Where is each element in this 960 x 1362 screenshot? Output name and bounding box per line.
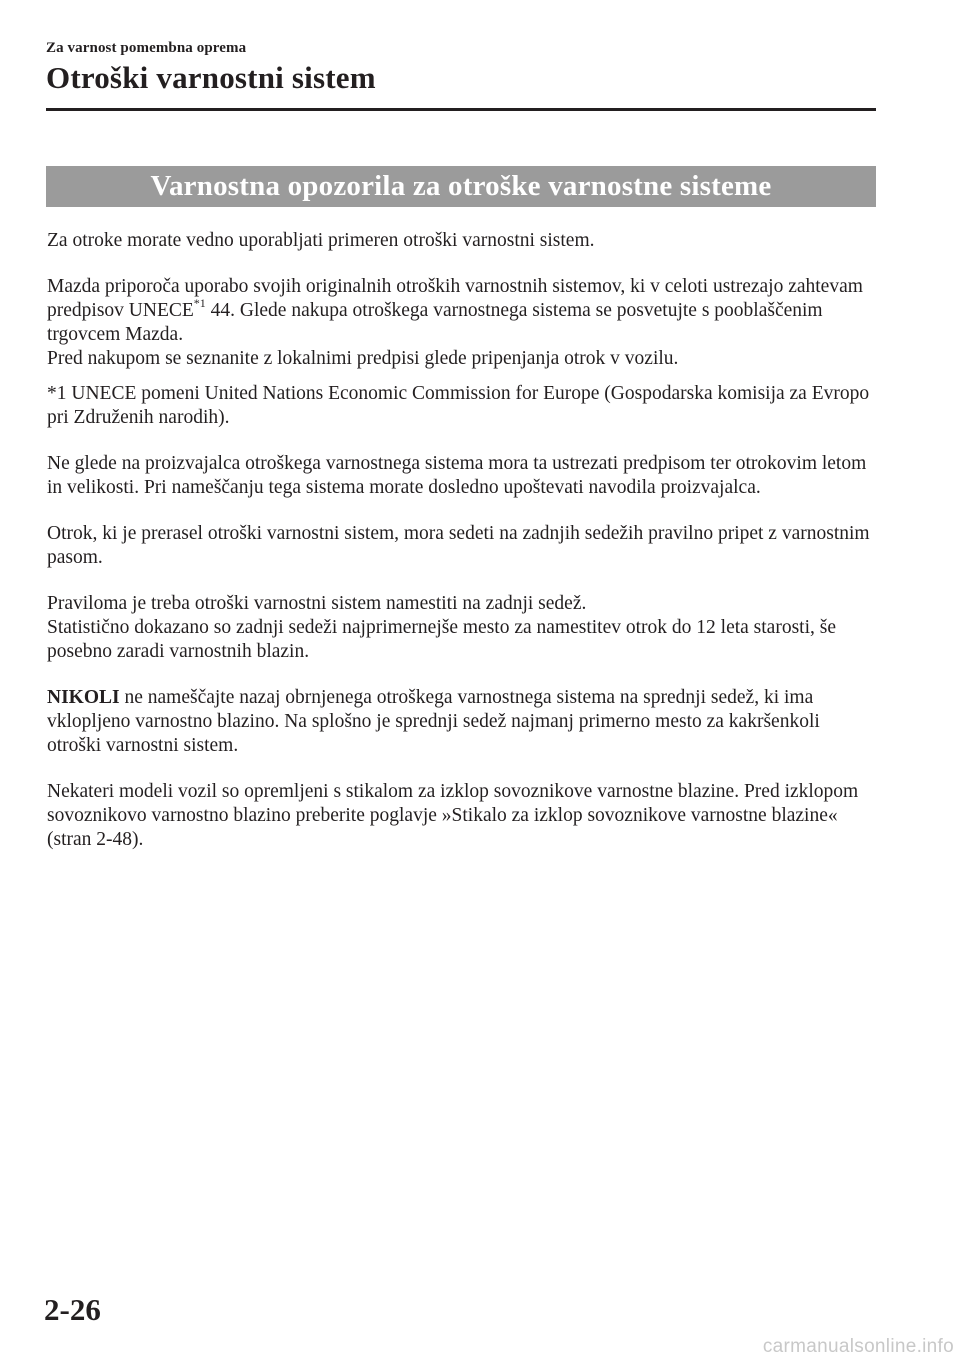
warning-keyword: NIKOLI [47, 687, 120, 708]
paragraph-3: Ne glede na proizvajalca otroškega varnostnega sistema mora ta ustrezati predpisom ter otrokovim letom in velikosti. Pri nameščanju tega sistema morate dosledno upoštevati navodila proizvajalca. [47, 453, 867, 498]
paragraph-5-stat: Statistično dokazano so zadnji sedeži najprimernejše mesto za namestitev otrok do 12 leta starosti, še posebno zaradi varnostnih blazin. [47, 617, 836, 662]
section-title: Varnostna opozorila za otroške varnostne sisteme [150, 170, 772, 202]
paragraph-1: Za otroke morate vedno uporabljati primeren otroški varnostni sistem. [47, 230, 595, 251]
header-divider [46, 108, 876, 111]
section-kicker: Za varnost pomembna oprema [46, 40, 247, 56]
footnote: *1 UNECE pomeni United Nations Economic Commission for Europe (Gospodarska komisija za Evropo pri Združenih narodih). [47, 383, 870, 428]
footnote-ref: *1 [193, 295, 206, 310]
page-number: 2-26 [44, 1292, 101, 1327]
body-text [47, 229, 877, 852]
watermark: carmanualsonline.info [762, 1336, 954, 1357]
page-title: Otroški varnostni sistem [46, 60, 376, 95]
paragraph-2-start: Mazda priporoča uporabo svojih originalnih otroških varnostnih sistemov, ki v celoti ustrezajo zahtevam predpisov UNECE [47, 276, 863, 321]
paragraph-7: Nekateri modeli vozil so opremljeni s stikalom za izklop sovoznikove varnostne blazine. Pred izklopom sovoznikovo varnostno blazino preberite poglavje »Stikalo za izklop sovoznikove varnostne blazine« (stran 2-48). [47, 781, 859, 850]
paragraph-2 [47, 275, 877, 347]
paragraph-5: Praviloma je treba otroški varnostni sistem namestiti na zadnji sedež. [47, 593, 587, 614]
paragraph-6-text: ne nameščajte nazaj obrnjenega otroškega varnostnega sistema na sprednji sedež, ki ima vklopljeno varnostno blazino. Na splošno je sprednji sedež najmanj primerno mesto za kakršenkoli otroški varnostni sistem. [47, 687, 820, 756]
paragraph-4: Otrok, ki je prerasel otroški varnostni sistem, mora sedeti na zadnjih sedežih pravilno pripet z varnostnim pasom. [47, 523, 870, 568]
section-banner [46, 166, 876, 207]
paragraph-2-note: Pred nakupom se seznanite z lokalnimi predpisi glede pripenjanja otrok v vozilu. [47, 348, 679, 369]
paragraph-2-end: 44. Glede nakupa otroškega varnostnega sistema se posvetujte s pooblaščenim trgovcem Mazda. [47, 300, 823, 345]
paragraph-6 [47, 686, 877, 758]
